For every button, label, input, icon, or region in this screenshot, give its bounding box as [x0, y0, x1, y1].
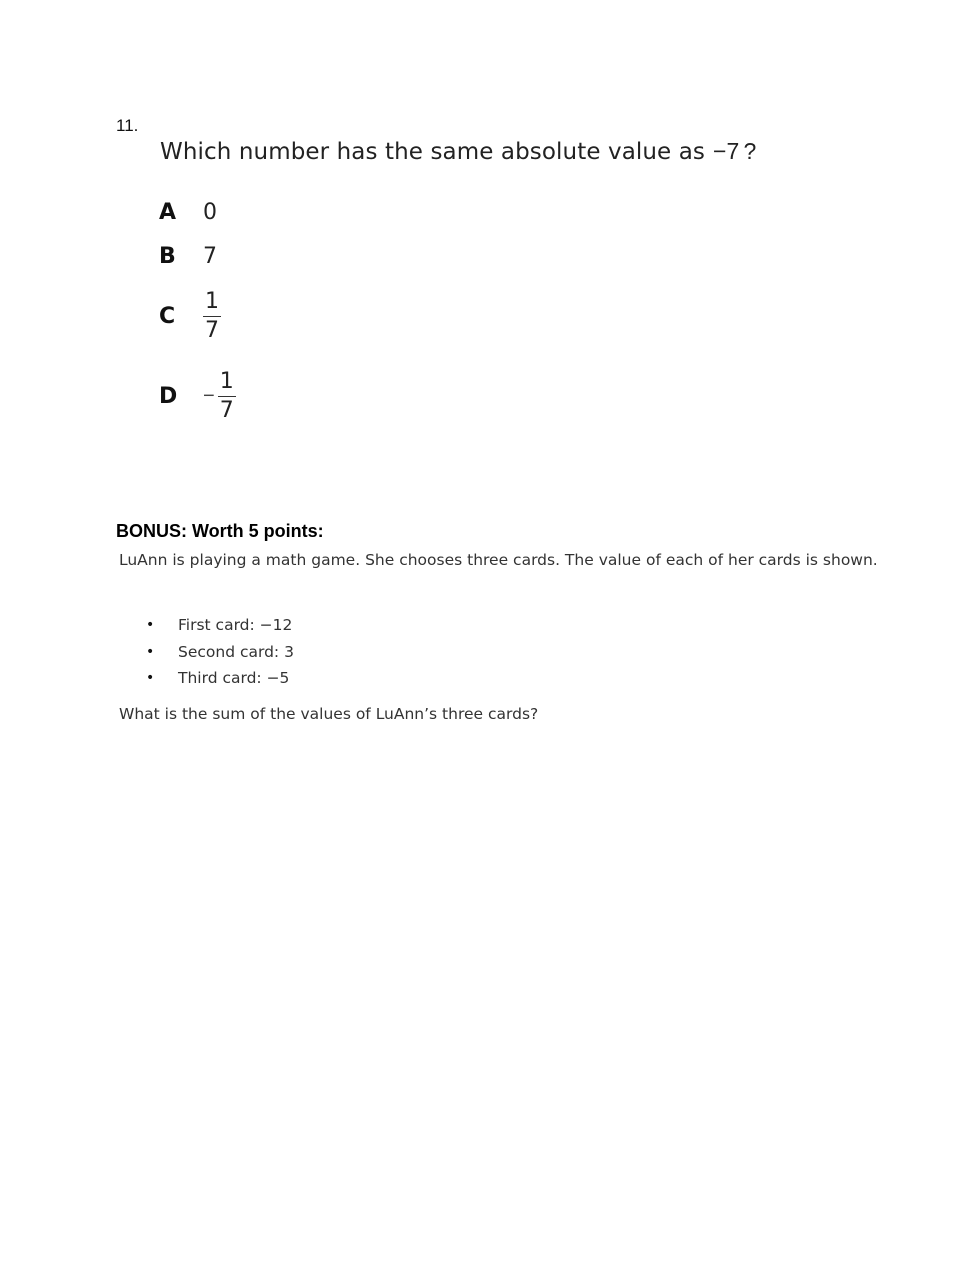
option-d-fraction: [218, 368, 236, 425]
option-d-denominator: 7: [219, 397, 234, 423]
card-third: Third card: −5: [178, 669, 290, 688]
list-item: [146, 639, 294, 666]
bullet-icon: •: [146, 617, 155, 634]
option-b-value: 7: [203, 243, 217, 269]
card-first: First card: −12: [178, 616, 293, 635]
question-number: 11.: [116, 116, 139, 135]
list-item: [146, 612, 294, 639]
option-c-fraction: [203, 288, 221, 345]
option-c-letter: C: [159, 303, 176, 329]
bonus-title: BONUS: Worth 5 points:: [116, 521, 324, 541]
option-d-letter: D: [159, 383, 178, 409]
option-b: [159, 226, 217, 286]
option-d-numerator: 1: [218, 368, 236, 397]
question-mark: ?: [743, 138, 757, 164]
card-second: Second card: 3: [178, 642, 294, 661]
bonus-question: What is the sum of the values of LuAnn’s three cards?: [119, 705, 539, 723]
question-prompt: [160, 138, 756, 165]
question-value: −7: [713, 138, 740, 164]
option-d: [159, 366, 236, 426]
option-c-denominator: 7: [205, 317, 219, 343]
option-c-numerator: 1: [203, 288, 221, 317]
option-a-value: 0: [203, 199, 217, 225]
option-d-sign: −: [203, 384, 215, 407]
list-item: [146, 665, 294, 692]
bullet-icon: •: [146, 670, 155, 687]
option-a-letter: A: [159, 199, 177, 225]
question-prompt-text: Which number has the same absolute value as: [160, 139, 705, 165]
bullet-icon: •: [146, 643, 155, 660]
bonus-intro: LuAnn is playing a math game. She chooses three cards. The value of each of her cards is shown.: [119, 551, 878, 569]
option-c: [159, 286, 221, 346]
option-b-letter: B: [159, 243, 176, 269]
bonus-card-list: [146, 612, 294, 692]
